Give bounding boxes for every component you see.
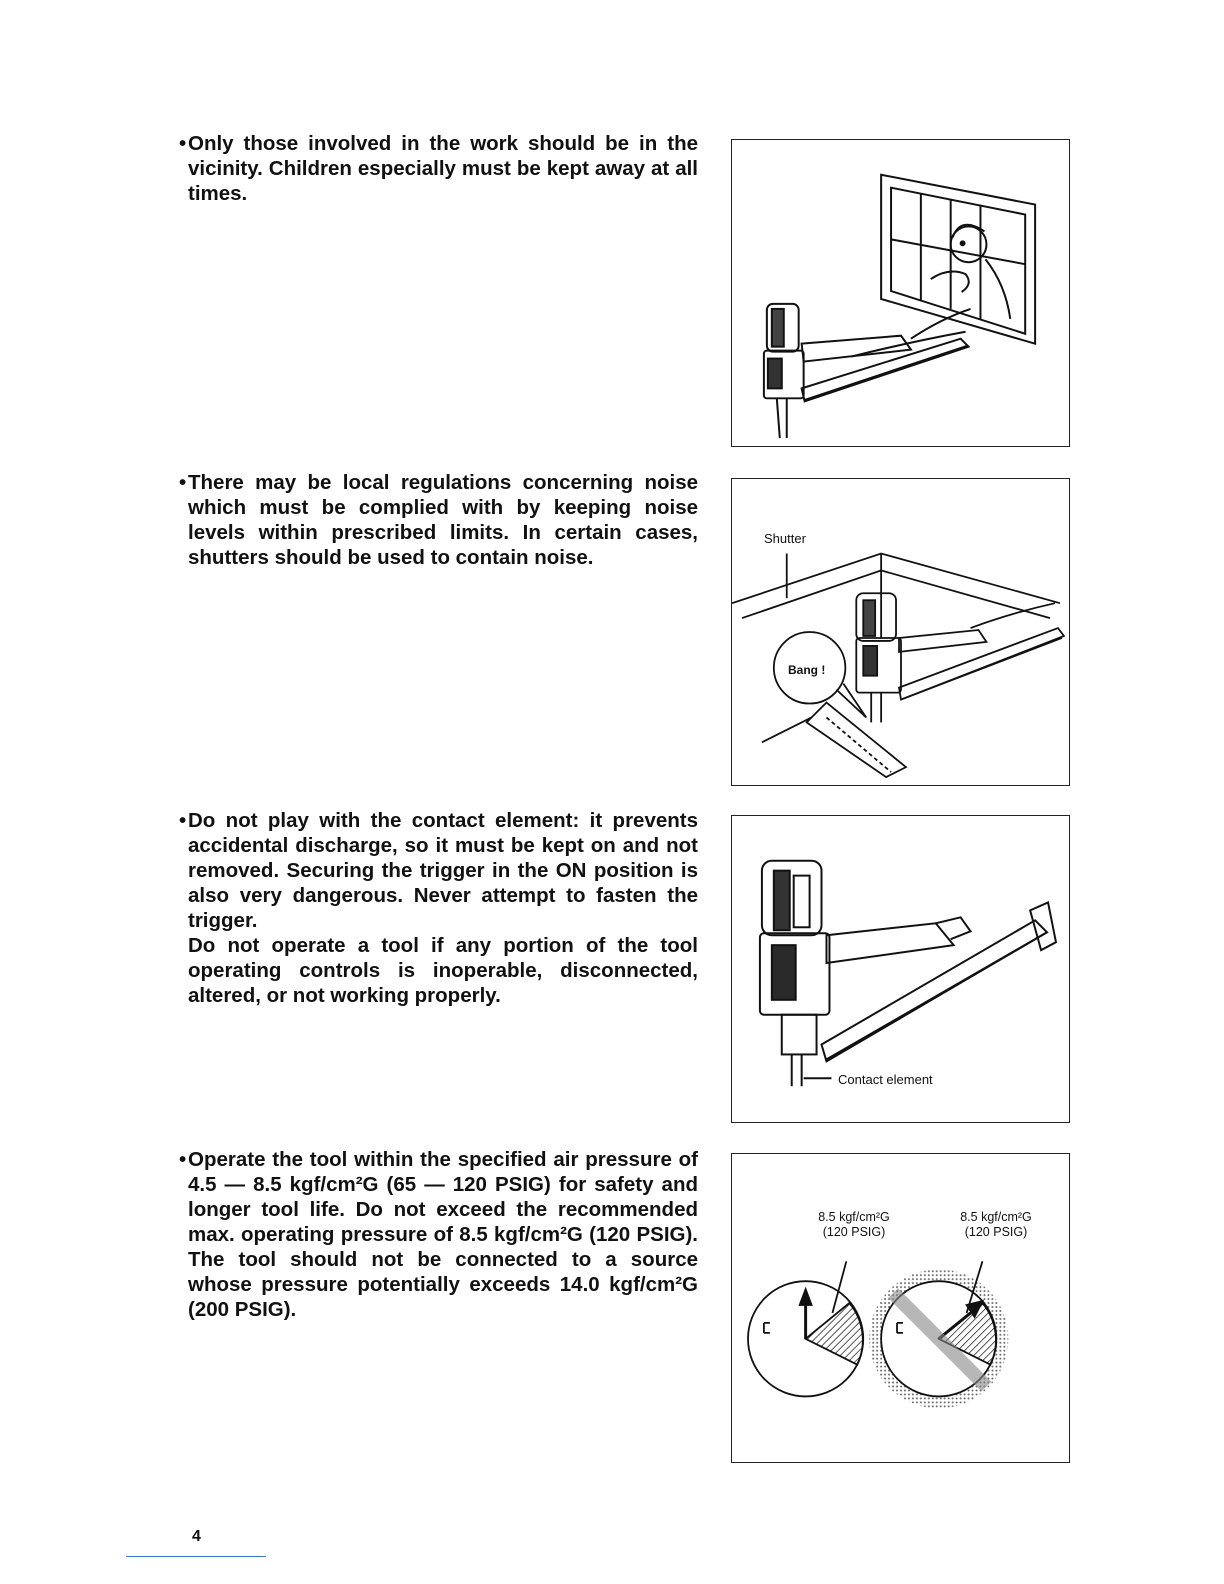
safety-paragraph-contact-element xyxy=(179,808,698,1008)
figure-contact-element xyxy=(731,815,1070,1123)
left-gauge-pressure: 8.5 kgf/cm²G xyxy=(818,1210,890,1224)
child-window-illustration xyxy=(732,140,1069,446)
contact-element-label: Contact element xyxy=(838,1072,933,1087)
shutter-illustration xyxy=(732,479,1069,785)
footer-rule xyxy=(126,1556,266,1557)
safety-paragraph-air-pressure xyxy=(179,1147,698,1322)
paragraph-text: Do not play with the contact element: it prevents accidental discharge, so it must be kept on and not removed. Securing the trigger in the ON position is also very dangerous. Never attempt to fasten the trigger. xyxy=(188,809,698,932)
left-gauge-label xyxy=(814,1210,894,1240)
shutter-label: Shutter xyxy=(764,531,806,546)
paragraph-text: Only those involved in the work should be in the vicinity. Children especially must be kept away at all times. xyxy=(188,132,698,205)
pressure-gauges-illustration xyxy=(732,1154,1069,1462)
bullet: • xyxy=(179,471,187,494)
figure-child-at-window xyxy=(731,139,1070,447)
right-gauge-pressure: 8.5 kgf/cm²G xyxy=(960,1210,1032,1224)
bullet: • xyxy=(179,132,187,155)
right-gauge-psig: (120 PSIG) xyxy=(964,1225,1028,1239)
left-gauge-psig: (120 PSIG) xyxy=(822,1225,886,1239)
paragraph-text: There may be local regulations concerning noise which must be complied with by keeping noise levels within prescribed limits. In certain cases, shutters should be used to contain noise. xyxy=(188,471,698,569)
bullet: • xyxy=(179,1148,187,1171)
figure-air-pressure-gauges xyxy=(731,1153,1070,1463)
paragraph-text: Do not operate a tool if any portion of the tool operating controls is inoperable, disconnected, altered, or not working properly. xyxy=(188,934,698,1007)
safety-paragraph-noise xyxy=(179,470,698,570)
safety-paragraph-vicinity xyxy=(179,131,698,206)
page-number: 4 xyxy=(192,1528,201,1545)
paragraph-text: Operate the tool within the specified air pressure of 4.5 — 8.5 kgf/cm²G (65 — 120 PSIG) for safety and longer tool life. Do not exceed the recommended max. operating pressure of 8.5 kgf/cm²G (120 PSIG). The tool should not be connected to a source whose pressure potentially exceeds 14.0 kgf/cm²G (200 PSIG). xyxy=(188,1148,698,1321)
right-gauge-label xyxy=(946,1210,1046,1240)
figure-shutter-noise xyxy=(731,478,1070,786)
bullet: • xyxy=(179,809,187,832)
bang-label: Bang ! xyxy=(788,663,826,677)
